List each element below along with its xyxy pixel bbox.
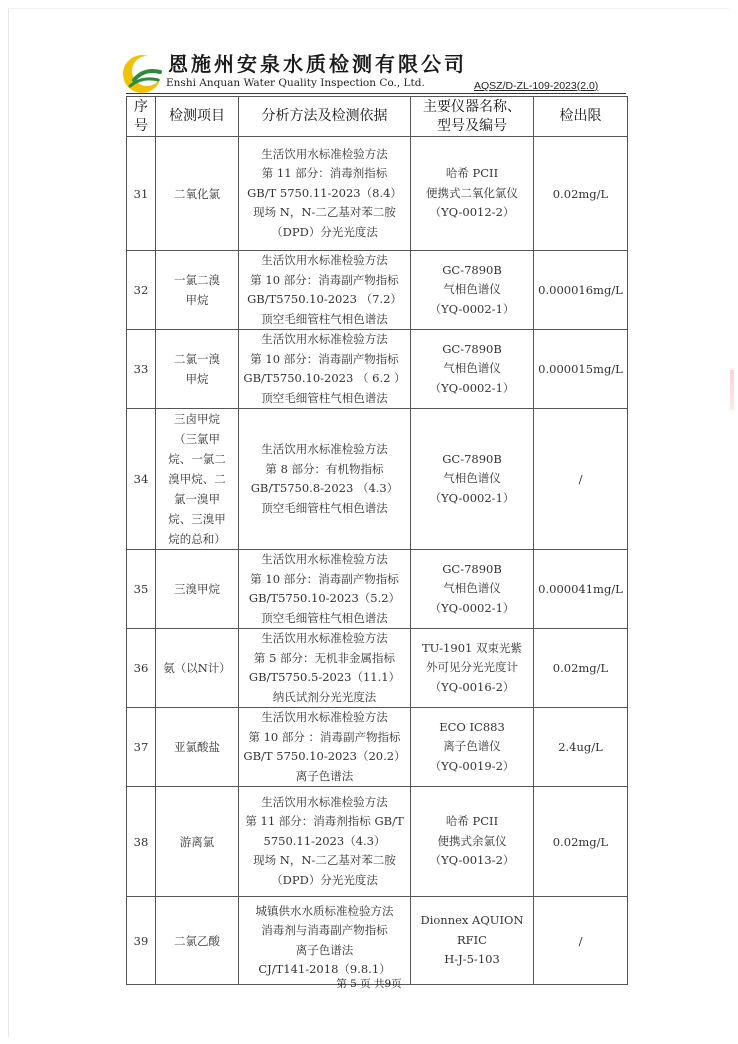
column-header-limit: 检出限	[534, 97, 628, 137]
row-number: 38	[127, 787, 156, 897]
table-header-row	[127, 97, 628, 137]
method-line: 离子色谱法	[295, 942, 354, 957]
method-line: 5750.11-2023（4.3）	[263, 833, 386, 848]
detection-limit: /	[534, 409, 628, 550]
test-item	[156, 708, 239, 787]
instrument-line: H-J-5-103	[444, 952, 500, 967]
method-line: GB/T5750.5-2023（11.1）	[248, 670, 401, 684]
detection-limit: 0.000041mg/L	[534, 550, 628, 629]
instrument-line: 气相色谱仪	[443, 282, 501, 297]
detection-limit: 0.02mg/L	[534, 787, 628, 897]
method-line: 第 10 部分 ：消毒副产物指标	[248, 729, 401, 744]
row-number: 31	[127, 137, 156, 251]
item-line: 甲烷	[185, 293, 209, 307]
item-line: 二氯一溴	[174, 352, 220, 366]
method-line: GB/T 5750.11-2023（8.4）	[247, 185, 402, 200]
method-line: CJ/T141-2018（9.8.1）	[258, 962, 391, 976]
table-row	[127, 409, 628, 550]
item-line: 一氯二溴	[174, 273, 220, 287]
test-method	[239, 629, 411, 708]
test-item	[156, 897, 239, 985]
method-line: 生活饮用水标准检验方法	[261, 253, 388, 267]
method-line: 纳氏试剂分光光度法	[272, 689, 377, 704]
method-line: 生活饮用水标准检验方法	[261, 442, 388, 456]
instrument-line: RFIC	[457, 932, 487, 947]
column-header-instrument: 主要仪器名称、型号及编号	[411, 97, 534, 137]
method-line: 顶空毛细管柱气相色谱法	[261, 610, 388, 625]
instrument	[411, 629, 534, 708]
test-method	[239, 550, 411, 629]
item-line: 烷、一氯二	[168, 452, 226, 466]
row-number: 37	[127, 708, 156, 787]
method-line: 生活饮用水标准检验方法	[261, 332, 388, 346]
instrument	[411, 708, 534, 787]
instrument	[411, 550, 534, 629]
test-item	[156, 629, 239, 708]
test-item	[156, 409, 239, 550]
test-item	[156, 787, 239, 897]
detection-limit: 2.4ug/L	[534, 708, 628, 787]
instrument	[411, 409, 534, 550]
seal-edge	[730, 370, 734, 410]
instrument-line: 便携式余氯仪	[437, 833, 507, 848]
method-line: 顶空毛细管柱气相色谱法	[261, 390, 388, 405]
item-line: 烷、三溴甲	[168, 512, 226, 526]
item-line: 三溴甲烷	[174, 582, 220, 596]
test-method	[239, 330, 411, 409]
method-line: 现场 N，N-二乙基对苯二胺	[253, 205, 396, 220]
row-number: 39	[127, 897, 156, 985]
instrument-line: ECO IC883	[439, 719, 505, 734]
method-line: 消毒剂与消毒副产物指标	[261, 923, 388, 937]
detection-limit: 0.000015mg/L	[534, 330, 628, 409]
method-line: 第 11 部分：消毒剂指标 GB/T	[245, 814, 404, 829]
method-line: GB/T5750.8-2023 （4.3）	[250, 481, 399, 495]
test-method	[239, 708, 411, 787]
item-line: （三氯甲	[174, 432, 220, 446]
method-line: 第 10 部分：消毒副产物指标	[250, 351, 399, 366]
inspection-method-table	[126, 96, 628, 985]
instrument	[411, 330, 534, 409]
item-line: 三卤甲烷	[174, 412, 220, 426]
instrument-line: （YQ-0002-1）	[429, 380, 515, 395]
method-line: 现场 N，N-二乙基对苯二胺	[253, 853, 396, 868]
table-body	[127, 137, 628, 985]
instrument-line: （YQ-0013-2）	[429, 853, 515, 868]
instrument	[411, 787, 534, 897]
method-line: GB/T5750.10-2023 （ 6.2 ）	[243, 371, 406, 385]
instrument-line: （YQ-0002-1）	[429, 301, 515, 316]
instrument-line: Dionnex AQUION	[420, 913, 524, 928]
item-line: 二氧化氯	[174, 186, 220, 201]
method-line: 离子色谱法	[295, 768, 354, 783]
company-logo-icon	[120, 50, 166, 96]
item-line: 氨（以N计）	[163, 661, 231, 675]
method-line: 生活饮用水标准检验方法	[261, 552, 388, 566]
instrument-line: 外可见分光光度计	[426, 660, 518, 675]
row-number: 32	[127, 251, 156, 330]
table-row	[127, 629, 628, 708]
instrument	[411, 137, 534, 251]
column-header-item: 检测项目	[156, 97, 239, 137]
instrument-line: 离子色谱仪	[443, 739, 501, 754]
row-number: 34	[127, 409, 156, 550]
instrument-line: GC-7890B	[442, 262, 502, 277]
instrument-line: GC-7890B	[442, 451, 502, 466]
instrument-line: （YQ-0019-2）	[429, 758, 515, 773]
test-item	[156, 137, 239, 251]
table-row	[127, 787, 628, 897]
detection-limit: /	[534, 897, 628, 985]
method-line: 城镇供水水质标准检验方法	[255, 903, 394, 918]
method-line: 生活饮用水标准检验方法	[261, 631, 388, 645]
company-name-cn: 恩施州安泉水质检测有限公司	[168, 52, 467, 76]
method-line: （DPD）分光光度法	[271, 872, 378, 887]
method-line: 顶空毛细管柱气相色谱法	[261, 311, 388, 326]
method-line: 生活饮用水标准检验方法	[261, 710, 388, 724]
instrument-line: 哈希 PCII	[445, 166, 499, 181]
method-line: 生活饮用水标准检验方法	[261, 794, 388, 809]
table-row	[127, 550, 628, 629]
method-line: GB/T5750.10-2023 （7.2）	[247, 292, 402, 306]
instrument-line: （YQ-0002-1）	[429, 490, 515, 505]
test-method	[239, 409, 411, 550]
detection-limit: 0.02mg/L	[534, 629, 628, 708]
method-line: GB/T5750.10-2023（5.2）	[248, 591, 401, 605]
method-line: 顶空毛细管柱气相色谱法	[261, 500, 388, 515]
table-row	[127, 251, 628, 330]
method-line: 第 10 部分：消毒副产物指标	[250, 571, 399, 586]
instrument	[411, 251, 534, 330]
instrument-line: （YQ-0012-2）	[429, 205, 515, 220]
row-number: 33	[127, 330, 156, 409]
instrument-line: （YQ-0002-1）	[429, 600, 515, 615]
test-method	[239, 897, 411, 985]
item-line: 氯一溴甲	[174, 492, 220, 506]
method-line: 第 11 部分：消毒剂指标	[261, 166, 388, 181]
header-divider	[126, 93, 626, 94]
test-item	[156, 330, 239, 409]
test-item	[156, 550, 239, 629]
item-line: 游离氯	[179, 834, 215, 849]
method-line: 第 10 部分：消毒副产物指标	[250, 272, 399, 287]
table-row	[127, 330, 628, 409]
test-method	[239, 137, 411, 251]
method-line: （DPD）分光光度法	[271, 224, 378, 239]
item-line: 溴甲烷、二	[168, 472, 226, 486]
detection-limit: 0.02mg/L	[534, 137, 628, 251]
instrument-line: 气相色谱仪	[443, 361, 501, 376]
page-number: 第 5 页 共9页	[336, 978, 402, 990]
test-item	[156, 251, 239, 330]
test-method	[239, 251, 411, 330]
detection-limit: 0.000016mg/L	[534, 251, 628, 330]
item-line: 亚氯酸盐	[174, 740, 220, 754]
table-row	[127, 897, 628, 985]
instrument-line: TU-1901 双束光紫	[422, 640, 522, 655]
table-row	[127, 137, 628, 251]
instrument-line: 气相色谱仪	[443, 581, 501, 596]
instrument-line: 便携式二氧化氯仪	[426, 185, 518, 200]
item-line: 二氯乙酸	[174, 933, 220, 948]
item-line: 烷的总和）	[168, 532, 226, 546]
instrument-line: 气相色谱仪	[443, 471, 501, 486]
instrument-line: GC-7890B	[442, 561, 502, 576]
method-line: GB/T 5750.10-2023（20.2）	[243, 749, 406, 763]
table-row	[127, 708, 628, 787]
column-header-method: 分析方法及检测依据	[239, 97, 411, 137]
instrument-line: （YQ-0016-2）	[429, 679, 515, 694]
method-line: 生活饮用水标准检验方法	[261, 146, 388, 161]
test-method	[239, 787, 411, 897]
row-number: 36	[127, 629, 156, 708]
document-code: AQSZ/D-ZL-109-2023(2.0)	[474, 80, 599, 92]
item-line: 甲烷	[185, 372, 209, 386]
column-header-no: 序号	[127, 97, 156, 137]
company-name-en: Enshi Anquan Water Quality Inspection Co., Ltd.	[166, 77, 425, 89]
instrument	[411, 897, 534, 985]
row-number: 35	[127, 550, 156, 629]
instrument-line: 哈希 PCII	[445, 814, 499, 829]
method-line: 第 8 部分：有机物指标	[265, 461, 384, 476]
method-line: 第 5 部分：无机非金属指标	[253, 650, 396, 665]
instrument-line: GC-7890B	[442, 341, 502, 356]
